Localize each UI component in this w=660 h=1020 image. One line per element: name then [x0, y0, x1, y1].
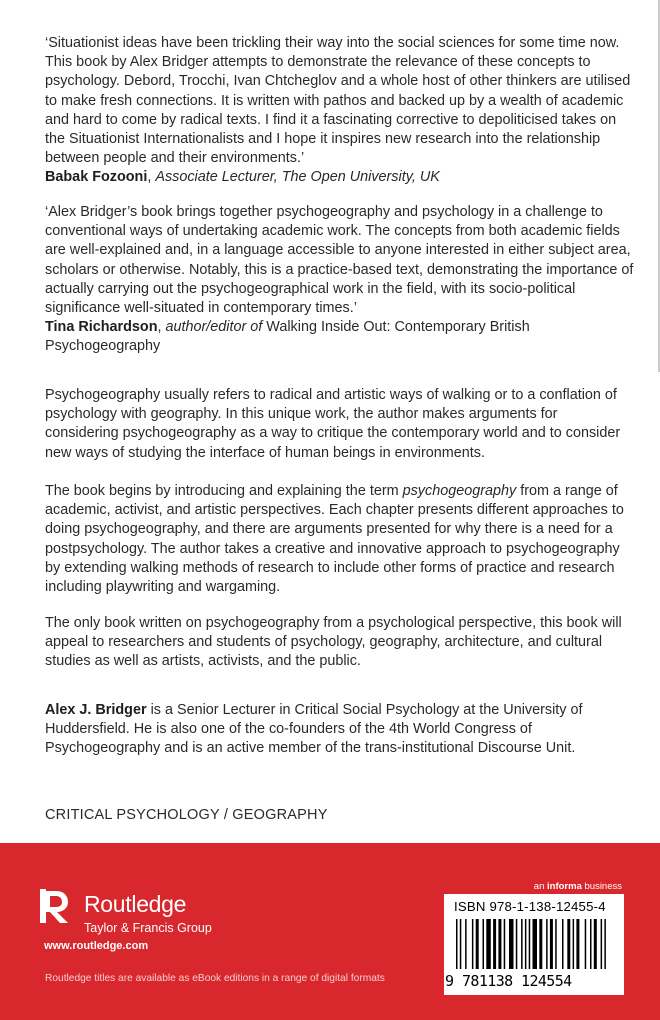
blurb-p2-start: The book begins by introducing and explaining the term [45, 483, 399, 499]
review-1-quote: ‘Situationist ideas have been trickling their way into the social sciences for some time now. This book by Alex Bridger attempts to demonstrate the relevance of these concepts to psychology. Debord, Trocchi, Ivan Chtcheglov and a whole host of other thinkers are utilised to make fresh connections. It is written with pathos and backed up by a wealth of academic and hard to come by radical texts. I find it a fascinating corrective to depoliticised takes on the Situationist Internationalists and I hope it inspires new research into the relationship between people and their environments.’ [45, 35, 631, 167]
isbn-label: ISBN 978-1-138-12455-4 [454, 899, 606, 914]
blurb-p2-rest: from a range of academic, activist, and artistic perspectives. Each chapter presents different approaches to doing psychogeography, and there are arguments presented for why there is a need for a postpsychology. The author takes a creative and innovative approach to psychogeography by extending walking methods of research to include other forms of practice and research including playwriting and wargaming. [45, 483, 624, 596]
author-name: Alex J. Bridger [45, 702, 147, 718]
routledge-logo-icon [40, 889, 70, 923]
publisher-name: Routledge [84, 891, 187, 917]
review-2: ‘Alex Bridger’s book brings together psychogeography and psychology in a challenge to conventional ways of undertaking academic work. The concepts from both academic fields are well-explained and, in a language accessible to anyone interested in either subject area, scholars or otherwise. Notably, this is a practice-based text, demonstrating the importance of actually carrying out the psychogeographical work in the field, with its socio-political significance well-situated in contemporary times.’ Tina Richardson, author/editor of Walking Inside Out: Contemporary British Psychogeography [45, 204, 634, 355]
publisher-url[interactable]: www.routledge.com [44, 940, 149, 952]
publisher-group: Taylor & Francis Group [84, 921, 212, 935]
barcode-digits: 781138 124554 [462, 972, 572, 990]
author-bio [45, 701, 635, 759]
blurb-paragraph-1: Psychogeography usually refers to radical and artistic ways of walking or to a conflation of psychology with geography. In this unique work, the author makes arguments for considering psychogeography as a way to critique the contemporary world and to consider new ways of studying the interface of human beings in environments. [45, 387, 621, 461]
review-1: ‘Situationist ideas have been trickling their way into the social sciences for some time now. This book by Alex Bridger attempts to demonstrate the relevance of these concepts to psychology. Debord, Trocchi, Ivan Chtcheglov and a whole host of other thinkers are utilised to make fresh connections. It is written with pathos and backed up by a wealth of academic and hard to come by radical texts. I find it a fascinating corrective to depoliticised takes on the Situationist Internationalists and I hope it inspires new research into the relationship between people and their environments.’ Babak Fozooni, Associate Lecturer, The Open University, UK [45, 35, 631, 186]
blurb-paragraph-3: The only book written on psychogeography from a psychological perspective, this book will appeal to researchers and students of psychology, geography, architecture, and cultural studies as well as artists, activists, and the public. [45, 615, 622, 670]
author-bio-text: is a Senior Lecturer in Critical Social Psychology at the University of Huddersfield. He is also one of the co-founders of the 4th World Congress of Psychogeography and is an active member of the trans-institutional Discourse Unit. [45, 702, 583, 757]
ebook-note: Routledge titles are available as eBook editions in a range of digital formats [45, 973, 385, 984]
barcode-box [444, 894, 624, 995]
review-2-role-prefix: author/editor of [165, 319, 263, 336]
review-1-role: Associate Lecturer, The Open University, UK [155, 169, 440, 186]
review-2-role-title: Walking Inside Out: Contemporary British Psychogeography [45, 319, 530, 355]
subject-category: CRITICAL PSYCHOLOGY / GEOGRAPHY [45, 807, 328, 823]
review-2-name: Tina Richardson [45, 319, 158, 336]
blurb-p2-term: psychogeography [402, 483, 517, 499]
informa-prefix: an [533, 881, 545, 892]
review-2-quote: ‘Alex Bridger’s book brings together psychogeography and psychology in a challenge to conventional ways of undertaking academic work. The concepts from both academic fields are well-explained and, in a language accessible to anyone interested in either subject area, scholars or otherwise. Notably, this is a practice-based text, demonstrating the importance of actually carrying out the psychogeographical work in the field, with its socio-political significance well-situated in contemporary times.’ [45, 204, 634, 317]
barcode-first-digit: 9 [445, 972, 455, 990]
barcode-bars [454, 919, 614, 969]
review-1-name: Babak Fozooni [45, 169, 148, 186]
informa-suffix: business [584, 881, 622, 892]
blurb-paragraph-2 [45, 482, 635, 597]
informa-name: informa [547, 881, 582, 892]
informa-business-label [534, 881, 622, 892]
